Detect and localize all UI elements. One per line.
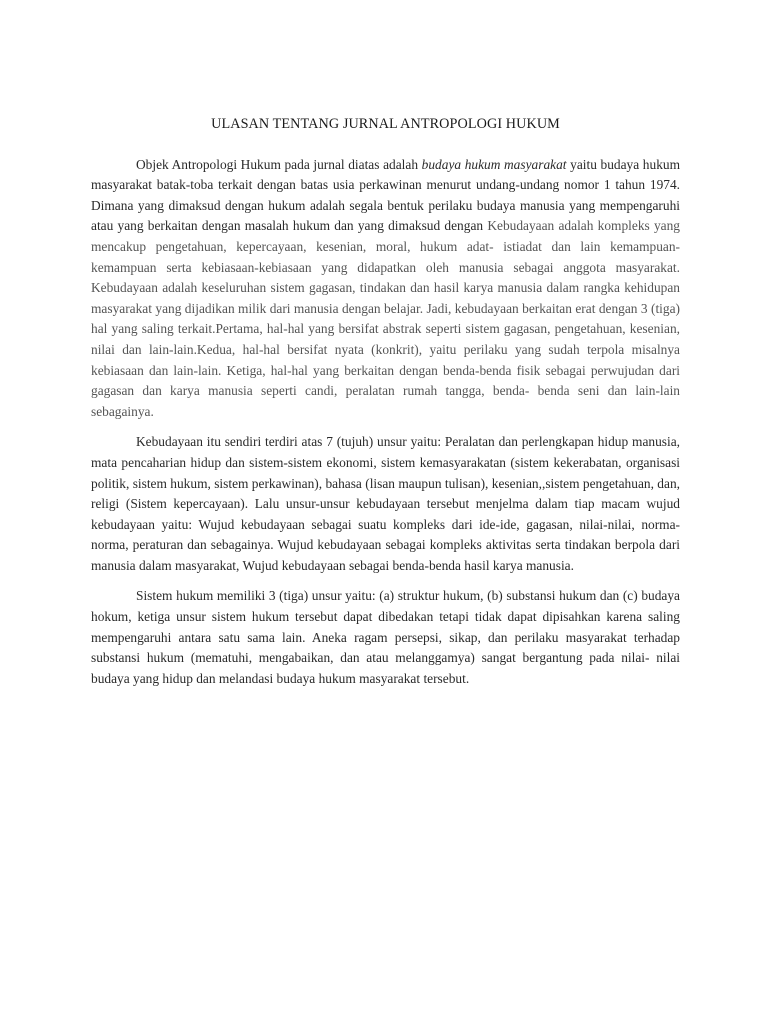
paragraph-2: Kebudayaan itu sendiri terdiri atas 7 (tujuh) unsur yaitu: Peralatan dan perlengkapan hidup manusia, mata pencaharian hidup dan sistem-sistem ekonomi, sistem kemasyarakatan (sistem kekerabatan, organisasi politik, sistem hukum, sistem perkawinan), bahasa (lisan maupun tulisan), kesenian,,sistem pengetahuan, dan, religi (Sistem kepercayaan). Lalu unsur-unsur kebudayaan tersebut menjelma dalam tiap macam wujud kebudayaan yaitu: Wujud kebudayaan sebagai suatu kompleks dari ide-ide, gagasan, nilai-nilai, norma- norma, peraturan dan sebagainya. Wujud kebudayaan sebagai kompleks aktivitas serta tindakan berpola dari manusia dalam masyarakat, Wujud kebudayaan sebagai benda-benda hasil karya manusia.	[91, 434, 680, 573]
paragraph-1-text-a: Objek Antropologi Hukum pada jurnal diatas adalah	[136, 156, 422, 172]
paragraph-1-text-c: Kebudayaan adalah kompleks yang mencakup pengetahuan, kepercayaan, kesenian, moral, hukum adat- istiadat dan lain kemampuan-kemampuan serta kebiasaan-kebiasaan yang didapatkan oleh manusia sebagai anggota masyarakat. Kebudayaan adalah keseluruhan sistem gagasan, tindakan dan hasil karya manusia dalam rangka kehidupan masyarakat yang dijadikan milik dari manusia dengan belajar. Jadi, kebudayaan berkaitan erat dengan 3 (tiga) hal yang saling terkait.Pertama, hal-hal yang bersifat abstrak seperti sistem gagasan, pengetahuan, kesenian, nilai dan lain-lain.Kedua, hal-hal bersifat nyata (konkrit), yaitu perilaku yang sudah terpola misalnya kebiasaan dan lain-lain. Ketiga, hal-hal yang berkaitan dengan benda-benda fisik sebagai perwujudan dari gagasan dan karya manusia seperti candi, peralatan rumah tangga, benda- benda seni dan lain-lain sebagainya.	[91, 218, 680, 419]
paragraph-1-italic-term: budaya hukum masyarakat	[421, 156, 567, 172]
paragraph-1	[91, 155, 680, 423]
document-title: ULASAN TENTANG JURNAL ANTROPOLOGI HUKUM	[211, 116, 560, 132]
paragraph-3: Sistem hukum memiliki 3 (tiga) unsur yaitu: (a) struktur hukum, (b) substansi hukum dan (c) budaya hokum, ketiga unsur sistem hukum tersebut dapat dibedakan tetapi tidak dapat dipisahkan karena saling mempengaruhi antara satu sama lain. Aneka ragam persepsi, sikap, dan perilaku masyarakat terhadap substansi hukum (mematuhi, mengabaikan, dan atau melanggamya) sangat bergantung pada nilai- nilai budaya yang hidup dan melandasi budaya hukum masyarakat tersebut.	[91, 588, 680, 686]
paragraph-1-text-b: yaitu budaya hukum masyarakat batak-toba terkait dengan batas usia perkawinan menurut undang-undang nomor 1 tahun 1974. Dimana yang dimaksud dengan hukum adalah segala bentuk perilaku budaya manusia yang mempengaruhi atau yang berkaitan dengan masalah hukum dan yang dimaksud dengan	[91, 156, 680, 234]
